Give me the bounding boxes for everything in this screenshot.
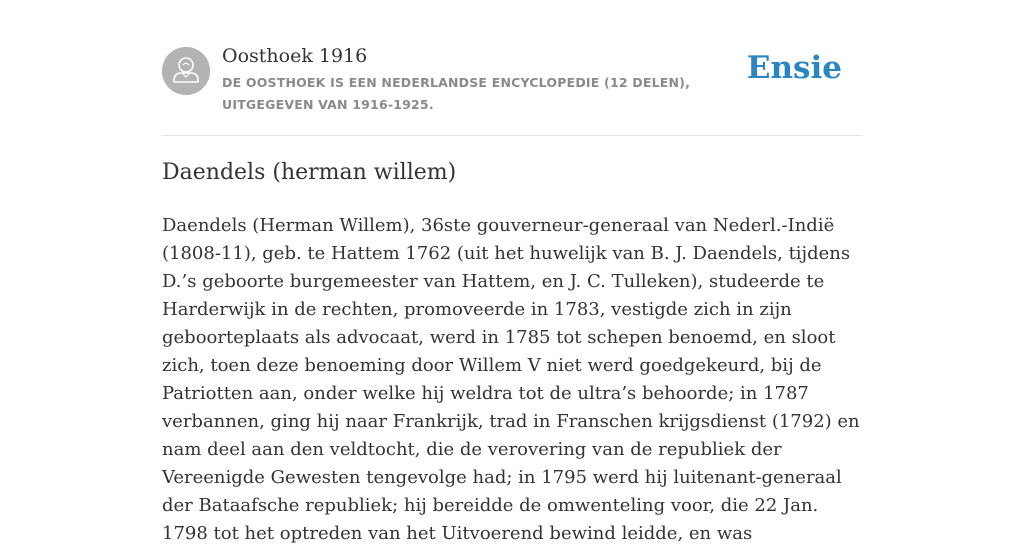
source-description: DE OOSTHOEK IS EEN NEDERLANDSE ENCYCLOPEDIE (12 DELEN), UITGEGEVEN VAN 1916-1925. bbox=[222, 75, 691, 112]
source-header bbox=[162, 40, 862, 136]
source-name[interactable]: Oosthoek 1916 bbox=[222, 45, 368, 67]
ensie-logo[interactable]: Ensie bbox=[746, 50, 842, 86]
article-body: Daendels (Herman Willem), 36ste gouverneur-generaal van Nederl.-Indië (1808-11), geb. te Hattem 1762 (uit het huwelijk van B. J. Daendels, tijdens D.’s geboorte burgemeester van Hattem, en J. C. Tulleken), studeerde te Harderwijk in de rechten, promoveerde in 1783, vestigde zich in zijn geboorteplaats als advocaat, werd in 1785 tot schepen benoemd, en sloot zich, toen deze benoeming door Willem V niet werd goedgekeurd, bij de Patriotten aan, onder welke hij weldra tot de ultra’s behoorde; in 1787 verbannen, ging hij naar Frankrijk, trad in Franschen krijgsdienst (1792) en nam deel aan den veldtocht, die de verovering van de republiek der Vereenigde Gewesten tengevolge had; in 1795 werd hij luitenant-generaal der Bataafsche republiek; hij bereidde de omwenteling voor, die 22 Jan. 1798 tot het optreden van het Uitvoerend bewind leidde, en was bbox=[162, 215, 860, 544]
user-avatar-icon[interactable] bbox=[162, 47, 210, 95]
article-title: Daendels (herman willem) bbox=[162, 160, 457, 185]
